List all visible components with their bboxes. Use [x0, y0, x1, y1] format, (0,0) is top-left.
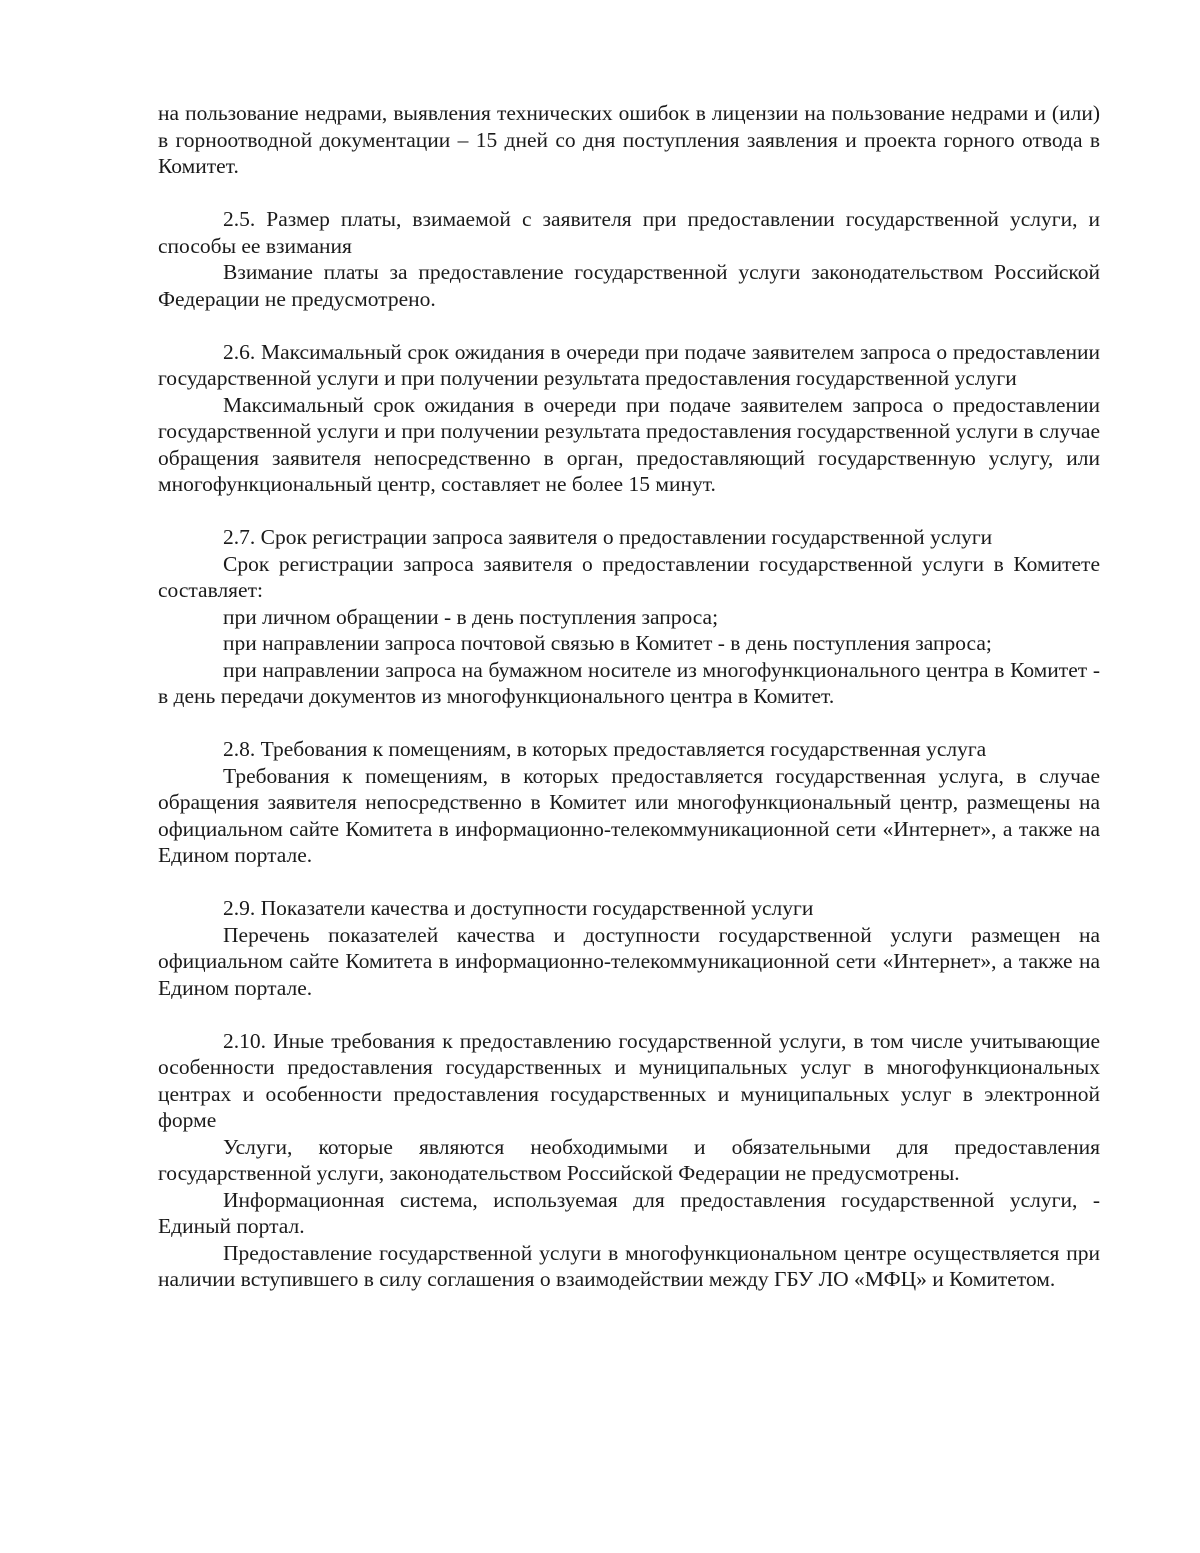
section-2-10-heading: 2.10. Иные требования к предоставлению государственной услуги, в том числе учитывающие особенности предоставления государственных и муниципальных услуг в многофункциональных центрах и особенности предоставления государственных и муниципальных услуг в электронной форме: [158, 1028, 1100, 1132]
section-2-7-item-mfc: при направлении запроса на бумажном носителе из многофункционального центра в Комитет - в день передачи документов из многофункционального центра в Комитет.: [158, 657, 1100, 708]
intro-paragraph: на пользование недрами, выявления технических ошибок в лицензии на пользование недрами и (или) в горноотводной документации – 15 дней со дня поступления заявления и проекта горного отвода в Комитет.: [158, 101, 1100, 178]
section-2-7-item-postal: при направлении запроса почтовой связью в Комитет - в день поступления запроса;: [223, 631, 992, 655]
section-2-7-body: Срок регистрации запроса заявителя о предоставлении государственной услуги в Комитете составляет:: [158, 551, 1100, 602]
section-2-8-body: Требования к помещениям, в которых предоставляется государственная услуга, в случае обращения заявителя непосредственно в Комитет или многофункциональный центр, размещены на официальном сайте Комитета в информационно-телекоммуникационной сети «Интернет», а также на Едином портале.: [158, 763, 1100, 867]
section-2-5-heading: 2.5. Размер платы, взимаемой с заявителя при предоставлении государственной услуги, и способы ее взимания: [158, 207, 1100, 258]
section-2-8-heading: 2.8. Требования к помещениям, в которых предоставляется государственная услуга: [223, 737, 987, 761]
section-2-9-body: Перечень показателей качества и доступности государственной услуги размещен на официальном сайте Комитета в информационно-телекоммуникационной сети «Интернет», а также на Едином портале.: [158, 922, 1100, 1000]
section-2-10-body-info-system: Информационная система, используемая для предоставления государственной услуги, - Единый портал.: [158, 1187, 1100, 1238]
section-2-7-heading: 2.7. Срок регистрации запроса заявителя о предоставлении государственной услуги: [223, 525, 993, 549]
section-2-6-heading: 2.6. Максимальный срок ожидания в очереди при подаче заявителем запроса о предоставлении государственной услуги и при получении результата предоставления государственной услуги: [158, 339, 1100, 390]
section-2-5-body: Взимание платы за предоставление государственной услуги законодательством Российской Федерации не предусмотрено.: [158, 260, 1100, 311]
section-2-6-body: Максимальный срок ожидания в очереди при подаче заявителем запроса о предоставлении государственной услуги и при получении результата предоставления государственной услуги в случае обращения заявителя непосредственно в орган, предоставляющий государственную услугу, или многофункциональный центр, составляет не более 15 минут.: [158, 392, 1100, 496]
section-2-9-heading: 2.9. Показатели качества и доступности государственной услуги: [223, 896, 814, 920]
section-2-10-body-mfc: Предоставление государственной услуги в многофункциональном центре осуществляется при наличии вступившего в силу соглашения о взаимодействии между ГБУ ЛО «МФЦ» и Комитетом.: [158, 1240, 1100, 1291]
document-page: [158, 100, 1100, 1293]
section-2-7-item-personal: при личном обращении - в день поступления запроса;: [223, 604, 719, 629]
section-2-10-body-services: Услуги, которые являются необходимыми и обязательными для предоставления государственной услуги, законодательством Российской Федерации не предусмотрены.: [158, 1134, 1100, 1185]
